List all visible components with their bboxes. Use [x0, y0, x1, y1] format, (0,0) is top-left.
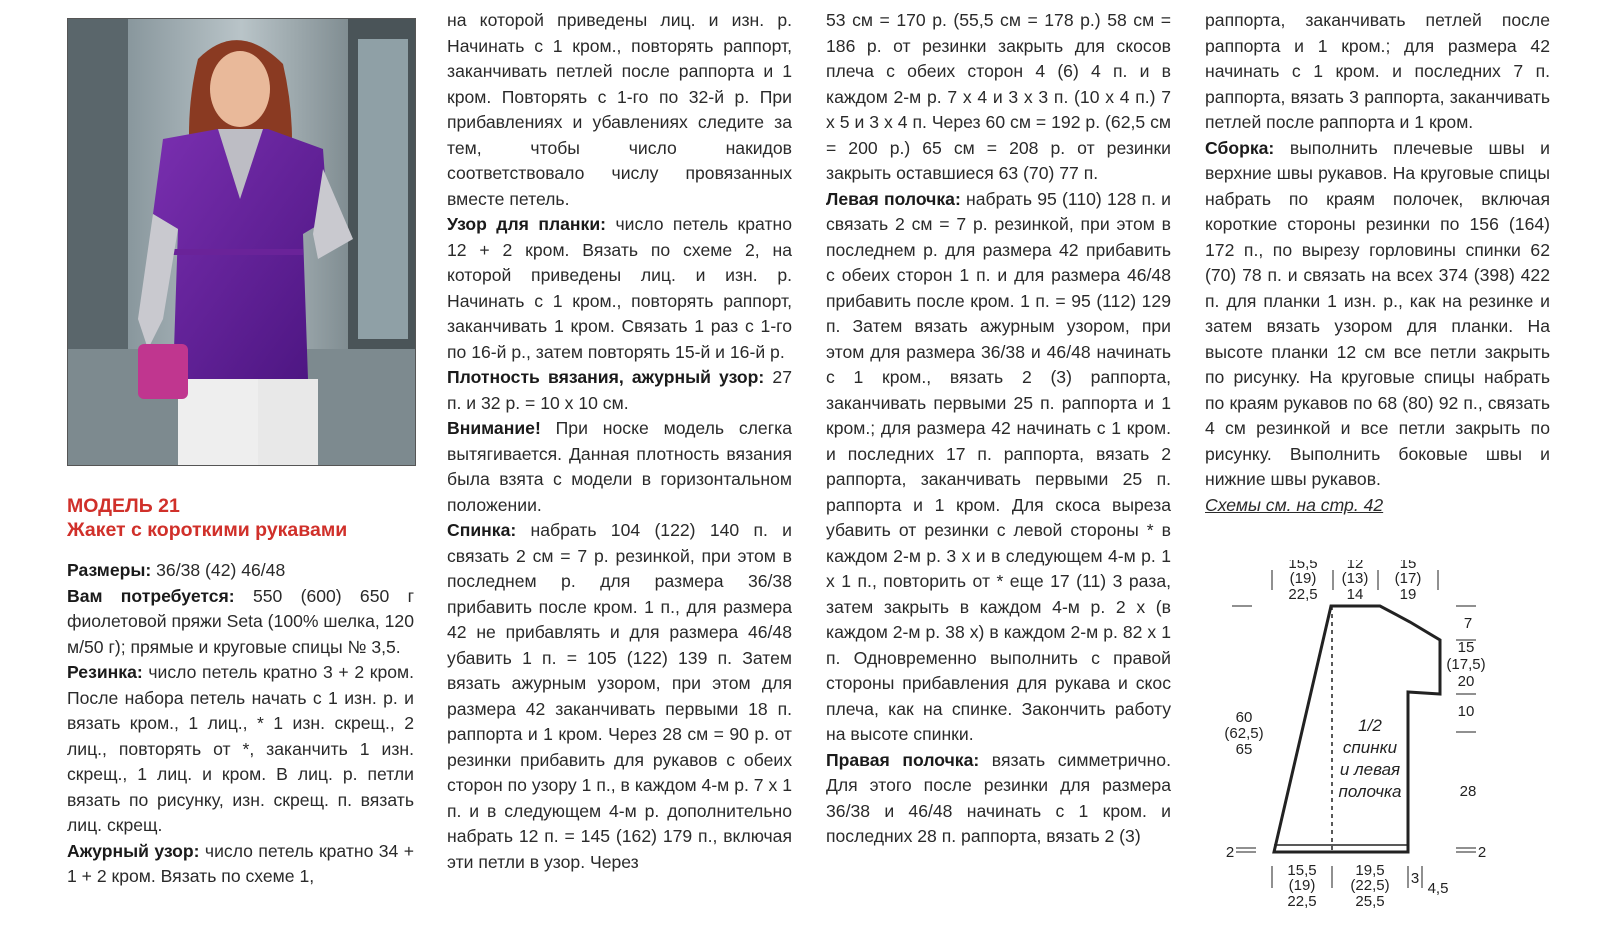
schema-label-4: полочка [1338, 782, 1402, 801]
top-mid-dim-1: 12 [1346, 560, 1364, 572]
left-dim-60: 60 [1235, 709, 1253, 726]
model-title: Жакет с короткими рукавами [67, 519, 348, 541]
top-left-dim-2: (19) [1289, 570, 1317, 587]
assembly-text: выполнить плечевые швы и верхние швы рукавов. На круговые спицы набрать по краям полочек, включая короткие стороны резинки по 156 (164) 172 п., по вырезу горловины спинки 62 (70) 78 п. и связать на всех 374 (398) 422 п. для планки 1 изн. р., как на резинке и затем вязать узором для планки. На высоте планки 12 см все петли закрыть по рисунку. На круговые спицы набрать по краям рукавов по 68 (80) 92 п., связать 4 см резинкой и все петли закрыть по рисунку. Выполнить боковые швы и нижние швы рукавов. [1205, 137, 1550, 489]
lace-text: число петель кратно 34 + 1 + 2 кром. Вязать по схеме 1, [67, 840, 414, 886]
right-front-continued: раппорта, заканчивать петлей после раппорта и 1 кром.; для размера 42 начинать с 1 кром. и последних 7 п. раппорта, вязать 3 раппорта, заканчивать петлей после раппорта и 1 кром. [1205, 10, 1550, 132]
rib-text: число петель кратно 3 + 2 кром. После набора петель начать с 1 изн. р. и вязать кром., 1 лиц., * 1 изн. скрещ., 2 лиц., повторять от *, заканчить 1 изн. скрещ., 1 лиц. и кром. В лиц. р. петли вязать по рисунку, изн. скрещ. п. вязать лиц. скрещ. [67, 662, 414, 835]
right-dim-17-5: (17,5) [1446, 656, 1486, 673]
left-dim-65: 65 [1235, 741, 1253, 758]
hem-left-dim: 2 [1225, 844, 1235, 861]
back-text: набрать 104 (122) 140 п. и связать 2 см = 7 р. резинкой, при этом в последнем р. для размера 36/38 прибавить после кром. 1 п., для размера 42 не прибавлять и для размера 46/48 убавить 1 п. = 105 (122) 139 п. Затем вязать ажурным узором, при этом для размера 42 заканчивать первыми 18 п. раппорта и 1 кром. Через 28 см = 90 р. от резинки прибавить для рукавов с обеих сторон по узору 1 п., в каждом 4-м р. 7 х 1 п. и в следующем 4-м р. дополнительно набрать 12 п. = 145 (162) 179 п., включая эти петли в узор. Через [447, 520, 792, 872]
materials-paragraph [67, 584, 414, 661]
model-heading [67, 494, 414, 542]
right-dim-7: 7 [1463, 615, 1473, 632]
back-paragraph [447, 518, 792, 875]
column-4 [1205, 8, 1550, 518]
model-photo [67, 18, 416, 466]
bottom-left-dim-1: 15,5 [1287, 862, 1317, 879]
column-2 [447, 8, 792, 875]
density-paragraph [447, 365, 792, 416]
sizes-paragraph [67, 558, 414, 584]
photo-illustration [68, 19, 415, 465]
lace-label: Ажурный узор: [67, 840, 200, 861]
density-text: 27 п. и 32 р. = 10 х 10 см. [447, 367, 792, 413]
lace-paragraph [67, 839, 414, 890]
back-label: Спинка: [447, 520, 517, 540]
attention-text: При носке модель слегка вытягивается. Данная плотность вязания была взята с модели в горизонтальном положении. [447, 418, 792, 515]
top-right-dim-2: (17) [1394, 570, 1422, 587]
right-front-text: вязать симметрично. Для этого после резинки для размера 36/38 и 46/48 начинать с 1 кром. и последних 28 п. раппорта, вязать 2 (3) [826, 749, 1171, 846]
right-dim-10: 10 [1457, 703, 1475, 720]
top-right-dim-3: 19 [1399, 586, 1417, 603]
column-1 [67, 558, 414, 890]
left-front-label: Левая полочка: [826, 188, 961, 209]
band-text: число петель кратно 12 + 2 кром. Вязать по схеме 2, на которой приведены лиц. и изн. р. Начинать с 1 кром., повторять раппорт, заканчивать 1 кром. Связать 1 раз с 1-го по 16-й р., затем повторять 15-й и 16-й р. [447, 214, 792, 362]
top-left-dim-3: 22,5 [1288, 586, 1318, 603]
materials-label: Вам потребуется: [67, 585, 235, 606]
attention-paragraph [447, 416, 792, 518]
rib-paragraph [67, 660, 414, 839]
schema-label-2: спинки [1342, 738, 1398, 757]
sizes-label: Размеры: [67, 560, 152, 580]
right-front-paragraph [826, 748, 1171, 850]
back-continued: 53 см = 170 р. (55,5 см = 178 р.) 58 см = 186 р. от резинки закрыть для скосов плеча с обеих сторон 4 (6) 4 п. и в каждом 2-м р. 7 х 4 и 3 х 3 п. (10 х 4 п.) 7 х 5 и 3 х 4 п. Через 60 см = 192 р. (62,5 см = 200 р.) 65 см = 208 р. от резинки закрыть оставшиеся 63 (70) 77 п. [826, 10, 1171, 183]
density-label: Плотность вязания, ажурный узор: [447, 367, 765, 387]
bottom-left-dim-3: 22,5 [1287, 893, 1317, 910]
top-left-dim-1: 15,5 [1288, 560, 1318, 572]
schema-reference-link: Схемы см. на стр. 42 [1205, 494, 1384, 515]
right-front-label: Правая полочка: [826, 749, 980, 770]
bottom-mid-dim-1: 19,5 [1355, 862, 1385, 879]
top-mid-dim-3: 14 [1346, 586, 1364, 603]
band-label: Узор для планки: [447, 214, 607, 234]
bottom-dim-3: 3 [1410, 870, 1420, 887]
materials-text: 550 (600) 650 г фиолетовой пряжи Seta (100% шелка, 120 м/50 г); прямые и круговые спицы № 3,5. [67, 585, 414, 657]
left-front-paragraph [826, 187, 1171, 748]
right-dim-28: 28 [1459, 783, 1477, 800]
sizes-text: 36/38 (42) 46/48 [151, 560, 286, 580]
column-3 [826, 8, 1171, 850]
bottom-left-dim-2: (19) [1288, 877, 1316, 894]
pattern-schema [1200, 560, 1560, 935]
rib-label: Резинка: [67, 662, 143, 682]
schema-reference [1205, 493, 1550, 519]
bottom-mid-dim-3: 25,5 [1355, 893, 1385, 910]
right-dim-20: 20 [1457, 673, 1475, 690]
top-mid-dim-2: (13) [1341, 570, 1369, 587]
hem-right-dim: 2 [1477, 844, 1487, 861]
schema-label-3: и левая [1339, 760, 1401, 779]
bottom-dim-4-5: 4,5 [1427, 880, 1449, 897]
attention-label: Внимание! [447, 418, 541, 438]
model-number: МОДЕЛЬ 21 [67, 495, 180, 517]
band-paragraph [447, 212, 792, 365]
assembly-label: Сборка: [1205, 137, 1275, 158]
assembly-paragraph [1205, 136, 1550, 493]
left-dim-62-5: (62,5) [1224, 725, 1264, 742]
left-front-text: набрать 95 (110) 128 п. и связать 2 см = 7 р. резинкой, при этом в последнем р. для размера 42 прибавить с обеих сторон 1 п. и для размера 46/48 прибавить после кром. 1 п. = 95 (112) 129 п. Затем вязать ажурным узором, при этом для размера 36/38 и 46/48 начинать с 1 кром., вязать 2 (3) раппорта, заканчивать первыми 25 п. раппорта и 1 кром.; для размера 42 начинать с 1 кром. и последних 17 п. раппорта, вязать 2 раппорта, заканчивать первыми 25 п. раппорта и 1 кром. Для скоса выреза убавить от резинки с левой стороны * в каждом 2-м р. 3 х и в следующем 4-м р. 1 х 1 п., повторить от * еще 17 (11) 3 раза, затем закрыть в каждом 4-м р. 2 х (в каждом 2-м р. 38 х) в каждом 2-м р. 82 х 1 п. Одновременно выполнить с правой стороны прибавления для рукава и скос плеча, как на спинке. Закончить работу на высоте спинки. [826, 188, 1171, 744]
schema-outline [1274, 606, 1440, 852]
right-dim-15: 15 [1457, 639, 1475, 656]
top-right-dim-1: 15 [1399, 560, 1417, 572]
bottom-mid-dim-2: (22,5) [1350, 877, 1390, 894]
schema-svg [1200, 560, 1560, 935]
lace-continued: на которой приведены лиц. и изн. р. Начинать с 1 кром., повторять раппорт, заканчивать петлей после раппорта и 1 кром. Повторять с 1-го по 32-й р. При прибавлениях и убавлениях следите за тем, чтобы число накидов соответствовало числу провязанных вместе петель. [447, 10, 792, 209]
schema-label-1: 1/2 [1358, 716, 1382, 735]
